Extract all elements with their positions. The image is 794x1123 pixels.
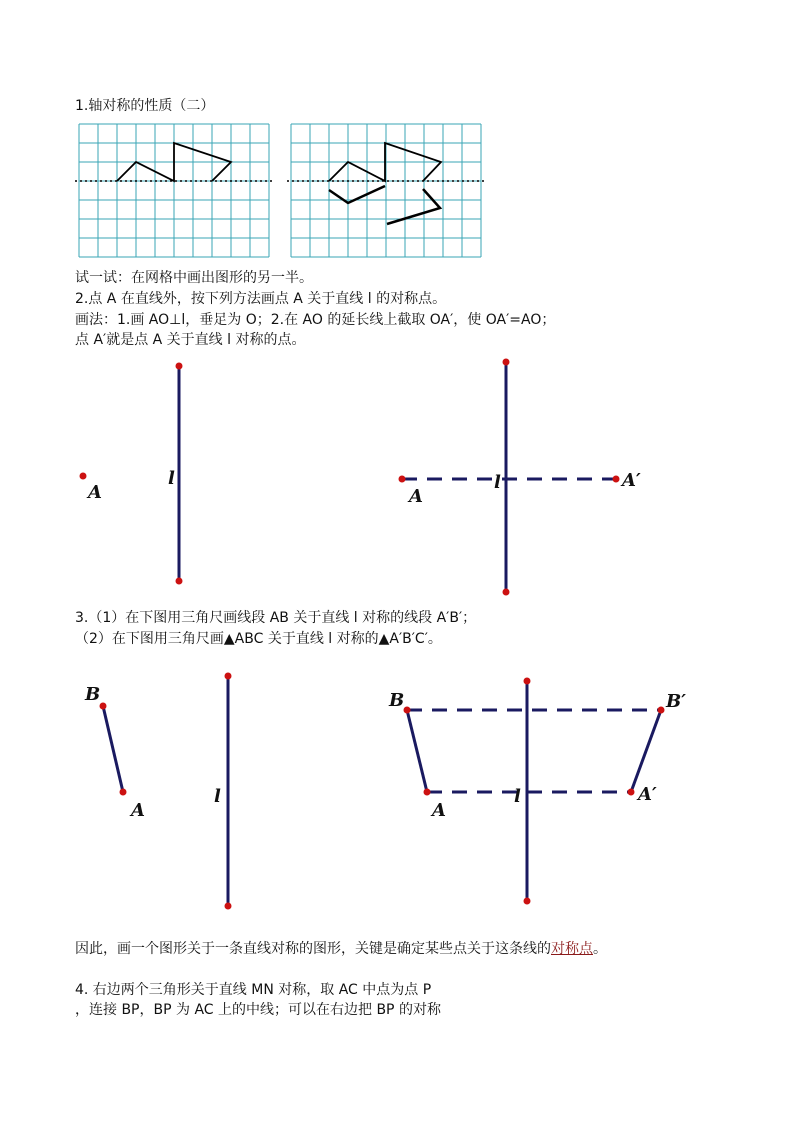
label-l: l: [214, 786, 221, 807]
conclusion: [75, 940, 607, 958]
section2-line2: 画法：1.画 AO⊥l，垂足为 O；2.在 AO 的延长线上截取 OA′，使 OA′=AO；: [75, 312, 556, 328]
label-B-prime: B′: [666, 691, 686, 712]
try-instruction: 试一试：在网格中画出图形的另一半。: [75, 270, 313, 286]
point-top: [503, 359, 510, 366]
point-bottom: [176, 578, 183, 585]
label-A-prime: A′: [638, 784, 657, 805]
point-top: [176, 363, 183, 370]
point-B-prime: [658, 707, 665, 714]
label-A: A: [88, 482, 102, 503]
point-B: [100, 703, 107, 710]
segment-AB: [103, 706, 123, 792]
point-bottom: [524, 898, 531, 905]
point-A-prime: [628, 789, 635, 796]
conclusion-highlight-link[interactable]: 对称点: [551, 941, 593, 957]
point-A: [399, 476, 406, 483]
section4-line2: ，连接 BP，BP 为 AC 上的中线；可以在右边把 BP 的对称: [75, 1002, 441, 1018]
section4-line1: 4. 右边两个三角形关于直线 MN 对称，取 AC 中点为点 P: [75, 982, 432, 998]
section2-line3: 点 A′就是点 A 关于直线 l 对称的点。: [75, 332, 306, 348]
label-A: A: [432, 800, 446, 821]
point-A: [424, 789, 431, 796]
label-A: A: [131, 800, 145, 821]
label-A-prime: A′: [622, 470, 641, 491]
section3-line1: 3.（1）在下图用三角尺画线段 AB 关于直线 l 对称的线段 A′B′；: [75, 610, 477, 626]
point-top: [225, 673, 232, 680]
point-A: [80, 473, 87, 480]
label-l: l: [514, 786, 521, 807]
conclusion-text: 因此，画一个图形关于一条直线对称的图形，关键是确定某些点关于这条线的: [75, 941, 551, 957]
point-B: [404, 707, 411, 714]
point-bottom: [503, 589, 510, 596]
point-A: [120, 789, 127, 796]
segment-A-prime-B-prime: [631, 710, 661, 792]
section1-title: 1.轴对称的性质（二）: [75, 98, 215, 114]
conclusion-end: 。: [593, 941, 607, 957]
label-B: B: [85, 684, 101, 705]
label-B: B: [389, 690, 405, 711]
point-top: [524, 678, 531, 685]
label-A: A: [409, 486, 423, 507]
point-A-prime: [613, 476, 620, 483]
point-bottom: [225, 903, 232, 910]
section3-line2: （2）在下图用三角尺画▲ABC 关于直线 l 对称的▲A′B′C′。: [75, 631, 442, 647]
label-l: l: [494, 472, 501, 493]
label-l: l: [168, 468, 175, 489]
section2-line1: 2.点 A 在直线外，按下列方法画点 A 关于直线 l 的对称点。: [75, 291, 447, 307]
segment-AB: [407, 710, 427, 792]
